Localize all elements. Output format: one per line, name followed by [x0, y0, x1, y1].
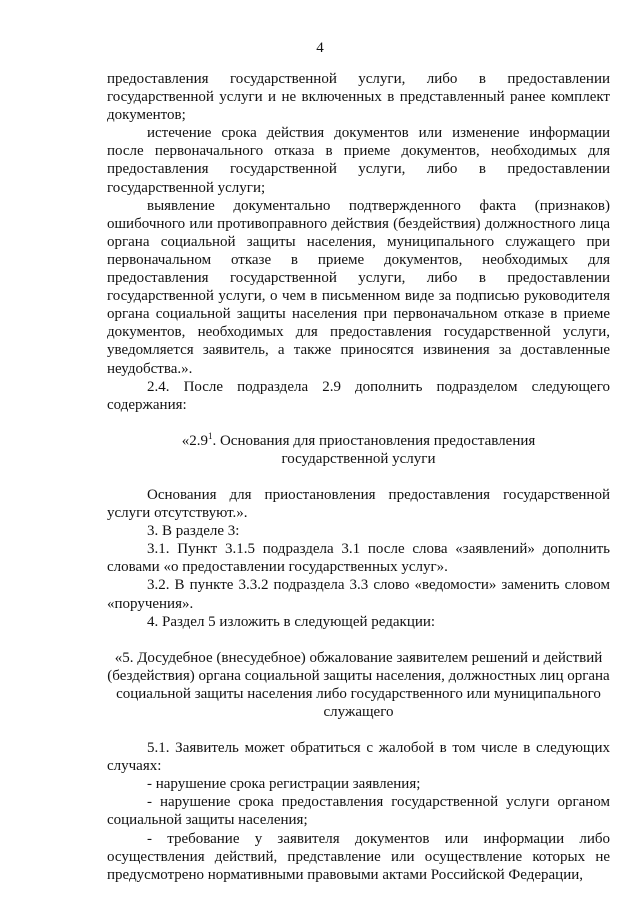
spacer [107, 631, 610, 649]
document-body [107, 70, 610, 884]
paragraph: выявление документально подтвержденного факта (признаков) ошибочного или противоправного действия (бездействия) должностного лица органа социальной защиты населения, муниципального служащего при первоначальном отказе в приеме документов, необходимых для предоставления государственной услуги, либо в предоставлении государственной услуги, о чем в письменном виде за подписью руководителя органа социальной защиты населения при первоначальном отказе в приеме документов, необходимых для предоставления государственной услуги, уведомляется заявитель, а также приносятся извинения за доставленные неудобства.». [107, 197, 610, 377]
page-number: 4 [316, 40, 324, 56]
paragraph: 2.4. После подраздела 2.9 дополнить подразделом следующего содержания: [107, 378, 610, 413]
paragraph: 4. Раздел 5 изложить в следующей редакции: [147, 613, 436, 630]
paragraph: истечение срока действия документов или изменение информации после первоначального отказа в приеме документов, необходимых для предоставления государственной услуги, либо в предоставлении государственной услуги; [107, 125, 610, 196]
spacer [107, 721, 610, 739]
spacer [107, 468, 610, 486]
section-heading-5: «5. Досудебное (внесудебное) обжалование заявителем решений и действий (бездействия) органа социальной защиты населения, должностных лиц органа социальной защиты населения либо государственного или муниципального служащего [107, 649, 610, 720]
spacer [107, 414, 610, 432]
list-item: - нарушение срока предоставления государственной услуги органом социальной защиты населения; [107, 794, 610, 829]
paragraph: Основания для приостановления предоставления государственной услуги отсутствуют.». [107, 486, 610, 522]
paragraph: 5.1. Заявитель может обратиться с жалобой в том числе в следующих случаях: [107, 740, 610, 775]
paragraph: предоставления государственной услуги, либо в предоставлении государственной услуги и не включенных в представленный ранее комплект документов; [107, 71, 610, 124]
section-heading-2-9-1 [107, 432, 610, 468]
paragraph: 3.2. В пункте 3.3.2 подраздела 3.3 слово «ведомости» заменить словом «поручения». [107, 577, 610, 612]
paragraph: 3. В разделе 3: [147, 523, 240, 540]
list-item: - требование у заявителя документов или информации либо осуществления действий, представление или осуществление которых не предусмотрено нормативными правовыми актами Российской Федерации, [107, 830, 610, 883]
heading-prefix: «2.9 [181, 432, 208, 449]
heading-text: . Основания для приостановления предоставления государственной услуги [212, 432, 536, 467]
heading-superscript: 1 [207, 430, 213, 441]
list-item: - нарушение срока регистрации заявления; [147, 776, 421, 793]
paragraph: 3.1. Пункт 3.1.5 подраздела 3.1 после слова «заявлений» дополнить словами «о предоставлении государственных услуг». [107, 541, 610, 576]
